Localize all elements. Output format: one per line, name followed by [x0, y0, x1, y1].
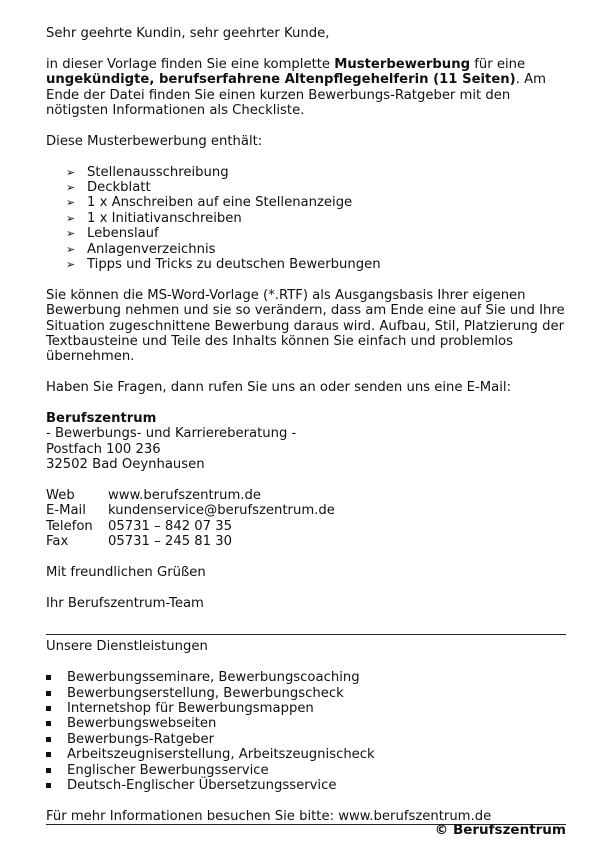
salutation: Sehr geehrte Kundin, sehr geehrter Kunde,: [46, 26, 330, 41]
company-city: 32502 Bad Oeynhausen: [46, 457, 205, 473]
square-bullet-icon: [46, 675, 51, 680]
intro-bold-subject: ungekündigte, berufserfahrene Altenpflegehelferin (11 Seiten): [46, 72, 516, 88]
company-tagline: - Bewerbungs- und Karriereberatung -: [46, 426, 297, 442]
list-item: Bewerbungs-Ratgeber: [46, 732, 566, 747]
square-bullet-icon: [46, 768, 51, 773]
services-list: [46, 670, 566, 793]
arrow-bullet-icon: ➢: [66, 258, 76, 272]
contact-web: Web www.berufszentrum.de: [46, 488, 261, 504]
closing: Mit freundlichen Grüßen: [46, 565, 206, 581]
questions-line: Haben Sie Fragen, dann rufen Sie uns an oder senden uns eine E-Mail:: [46, 380, 512, 396]
arrow-bullet-icon: ➢: [66, 181, 76, 195]
arrow-bullet-icon: ➢: [66, 227, 76, 241]
arrow-bullet-icon: ➢: [66, 165, 76, 179]
list-item: Bewerbungswebseiten: [46, 716, 566, 731]
list-item: ➢ 1 x Anschreiben auf eine Stellenanzeige: [66, 195, 353, 211]
list-item: Deutsch-Englischer Übersetzungsservice: [46, 778, 566, 793]
list-item: ➢ 1 x Initiativanschreiben: [66, 210, 242, 226]
contact-fax: Fax 05731 – 245 81 30: [46, 534, 233, 550]
contents-list: [46, 165, 566, 273]
document-page: [46, 26, 566, 825]
email-link[interactable]: kundenservice@berufszentrum.de: [108, 503, 335, 519]
list-item: ➢ Lebenslauf: [66, 226, 159, 242]
list-item: Bewerbungsseminare, Bewerbungscoaching: [46, 670, 566, 685]
arrow-bullet-icon: ➢: [66, 211, 76, 225]
contents-heading: Diese Musterbewerbung enthält:: [46, 133, 263, 149]
services-heading: Unsere Dienstleistungen: [46, 639, 208, 655]
square-bullet-icon: [46, 706, 51, 711]
contact-phone: Telefon 05731 – 842 07 35: [46, 518, 233, 534]
intro-paragraph: in dieser Vorlage finden Sie eine komplette Musterbewerbung für eine ungekündigte, berufserfahrene Altenpflegehelferin (11 Seiten). Am Ende der Datei finden Sie einen kurzen Bewerbungs-Ratgeber mit den nötigsten Informationen als Checkliste.: [46, 56, 546, 119]
more-info: Für mehr Informationen besuchen Sie bitte: www.berufszentrum.de: [46, 808, 492, 824]
company-name: Berufszentrum: [46, 411, 157, 427]
list-item: Bewerbungserstellung, Bewerbungscheck: [46, 686, 566, 701]
square-bullet-icon: [46, 752, 51, 757]
square-bullet-icon: [46, 721, 51, 726]
square-bullet-icon: [46, 737, 51, 742]
arrow-bullet-icon: ➢: [66, 196, 76, 210]
list-item: Internetshop für Bewerbungsmappen: [46, 701, 566, 716]
list-item: Englischer Bewerbungsservice: [46, 763, 566, 778]
list-item: ➢ Deckblatt: [66, 180, 151, 196]
web-link[interactable]: www.berufszentrum.de: [108, 488, 261, 504]
signature: Ihr Berufszentrum-Team: [46, 595, 204, 611]
usage-paragraph: Sie können die MS-Word-Vorlage (*.RTF) als Ausgangsbasis Ihrer eigenen Bewerbung nehmen und sie so verändern, dass am Ende eine auf Sie und Ihre Situation zugeschnittene Bewerbung daraus wird. Aufbau, Stil, Platzierung der Textbausteine und Teile des Inhalts können Sie einfach und problemlos übernehmen.: [46, 287, 565, 365]
list-item: ➢ Stellenausschreibung: [66, 164, 229, 180]
square-bullet-icon: [46, 783, 51, 788]
square-bullet-icon: [46, 691, 51, 696]
company-street: Postfach 100 236: [46, 441, 161, 457]
list-item: ➢ Anlagenverzeichnis: [66, 241, 216, 257]
copyright: © Berufszentrum: [434, 822, 566, 838]
contact-email: E-Mail kundenservice@berufszentrum.de: [46, 503, 335, 519]
arrow-bullet-icon: ➢: [66, 242, 76, 256]
list-item: ➢ Tipps und Tricks zu deutschen Bewerbungen: [66, 257, 381, 273]
intro-bold-title: Musterbewerbung: [334, 56, 471, 72]
list-item: Arbeitszeugniserstellung, Arbeitszeugnischeck: [46, 747, 566, 762]
